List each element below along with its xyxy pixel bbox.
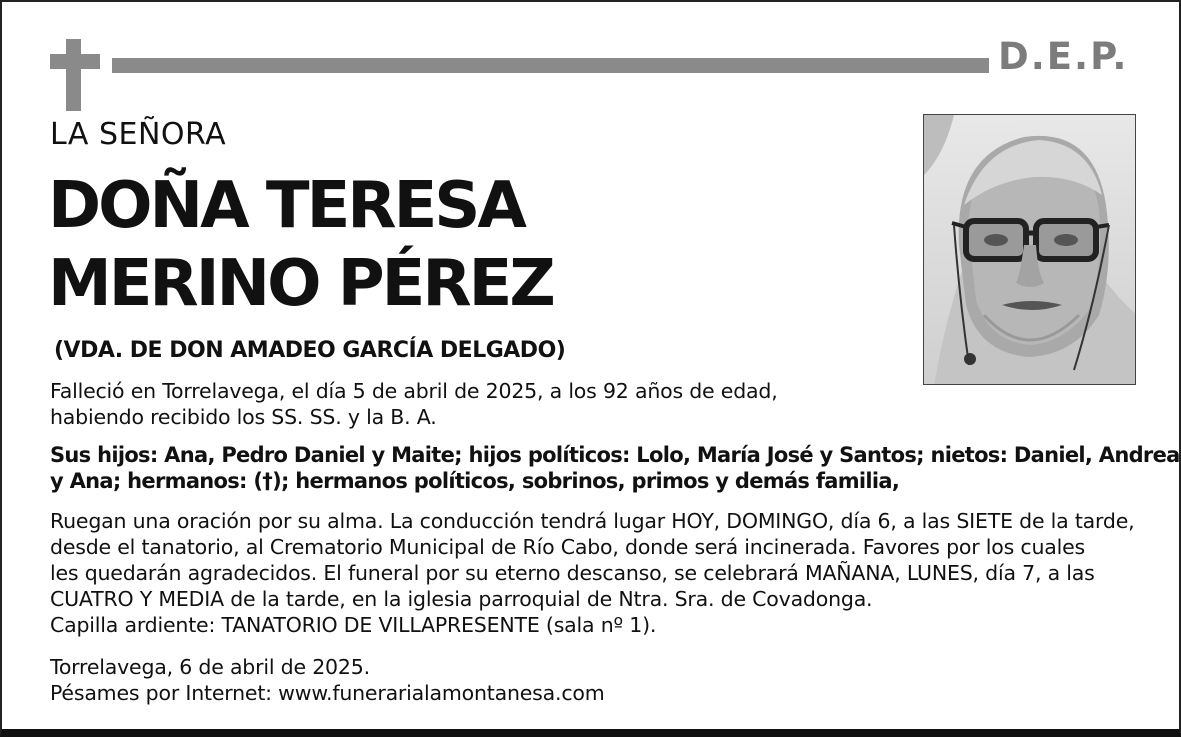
deceased-name-line2: MERINO PÉREZ bbox=[48, 247, 553, 321]
request-line-3: les quedarán agradecidos. El funeral por su eterno descanso, se celebrará MAÑANA, LUNES, día 7, a las bbox=[50, 561, 1095, 585]
dep-label: D.E.P. bbox=[998, 35, 1129, 78]
death-line-2: habiendo recibido los SS. SS. y la B. A. bbox=[50, 405, 437, 429]
footer-date-line: Torrelavega, 6 de abril de 2025. bbox=[50, 655, 370, 679]
family-line-2: y Ana; hermanos: (†); hermanos políticos, sobrinos, primos y demás familia, bbox=[50, 469, 900, 493]
title-prefix: LA SEÑORA bbox=[50, 117, 227, 152]
widow-of-line: (VDA. DE DON AMADEO GARCÍA DELGADO) bbox=[54, 338, 566, 363]
request-line-2: desde el tanatorio, al Crematorio Municipal de Río Cabo, donde será incinerada. Favores por los cuales bbox=[50, 535, 1086, 559]
death-notice-paragraph bbox=[50, 378, 778, 430]
footer-website-line: Pésames por Internet: www.funerarialamontanesa.com bbox=[50, 681, 605, 705]
family-line-1: Sus hijos: Ana, Pedro Daniel y Maite; hijos políticos: Lolo, María José y Santos; nietos: Daniel, Andrea bbox=[50, 443, 1180, 467]
request-line-1: Ruegan una oración por su alma. La conducción tendrá lugar HOY, DOMINGO, día 6, a las SIETE de la tarde, bbox=[50, 509, 1135, 533]
request-line-5: Capilla ardiente: TANATORIO DE VILLAPRESENTE (sala nº 1). bbox=[50, 613, 657, 637]
death-line-1: Falleció en Torrelavega, el día 5 de abril de 2025, a los 92 años de edad, bbox=[50, 379, 778, 403]
cross-vertical-bar bbox=[66, 39, 81, 111]
request-line-4: CUATRO Y MEDIA de la tarde, en la iglesia parroquial de Ntra. Sra. de Covadonga. bbox=[50, 587, 873, 611]
deceased-name-line1: DOÑA TERESA bbox=[48, 169, 524, 243]
cross-horizontal-bar bbox=[50, 54, 100, 69]
family-paragraph bbox=[50, 442, 1180, 494]
header-rule bbox=[112, 58, 989, 73]
footer-paragraph bbox=[50, 654, 605, 706]
portrait-photo bbox=[923, 114, 1136, 385]
request-paragraph bbox=[50, 508, 1134, 638]
